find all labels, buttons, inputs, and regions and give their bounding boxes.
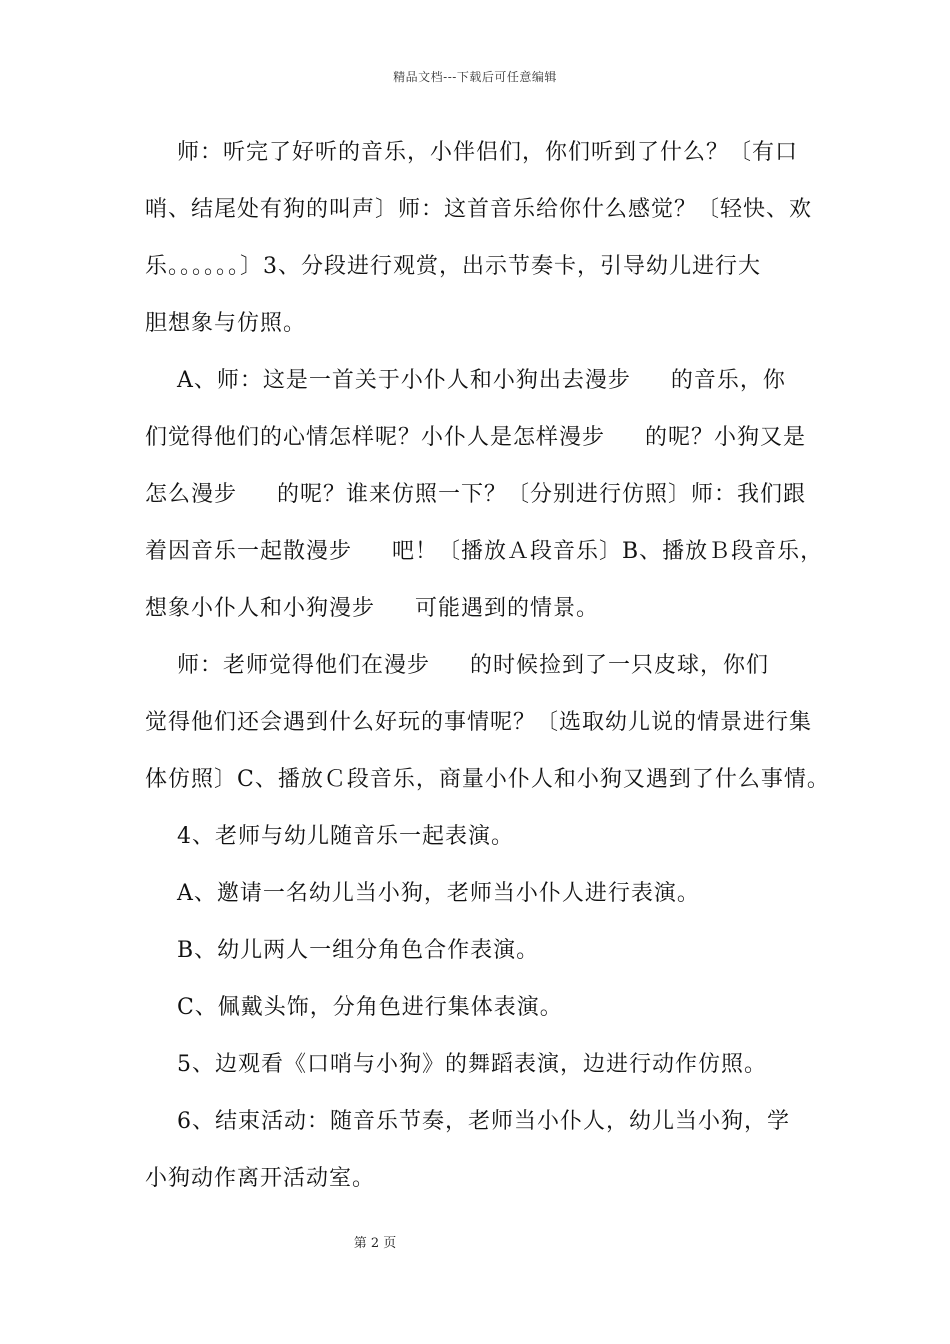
page-number: 第 2 页 xyxy=(353,1236,397,1251)
text-line: 们觉得他们的心情怎样呢？小仆人是怎样漫步 的呢？小狗又是 xyxy=(145,425,806,450)
text-line: 6、结束活动：随音乐节奏，老师当小仆人，幼儿当小狗，学 xyxy=(145,1109,790,1134)
text-line: 觉得他们还会遇到什么好玩的事情呢？〔选取幼儿说的情景进行集 xyxy=(145,710,813,735)
text-line: B、幼儿两人一组分角色合作表演。 xyxy=(145,938,540,963)
text-line: 想象小仆人和小狗漫步 可能遇到的情景。 xyxy=(145,596,599,621)
text-line: A、师：这是一首关于小仆人和小狗出去漫步 的音乐，你 xyxy=(145,368,786,393)
text-line: 4、老师与幼儿随音乐一起表演。 xyxy=(145,824,514,849)
text-line: 乐。。。。。。〕3、分段进行观赏，出示节奏卡，引导幼儿进行大 xyxy=(145,254,761,279)
text-line: 小狗动作离开活动室。 xyxy=(145,1166,376,1191)
text-line: 着因音乐一起散漫步 吧！〔播放Ａ段音乐〕B、播放Ｂ段音乐， xyxy=(145,539,824,564)
text-line: 师：老师觉得他们在漫步 的时候捡到了一只皮球，你们 xyxy=(145,653,769,678)
text-line: C、佩戴头饰，分角色进行集体表演。 xyxy=(145,995,563,1020)
text-line: 体仿照〕C、播放Ｃ段音乐，商量小仆人和小狗又遇到了什么事情。 xyxy=(145,767,830,792)
text-line: 怎么漫步 的呢？谁来仿照一下？〔分别进行仿照〕师：我们跟 xyxy=(145,482,806,507)
text-line: 哨、结尾处有狗的叫声〕师：这首音乐给你什么感觉？〔轻快、欢 xyxy=(145,197,813,222)
text-line: 5、边观看《口哨与小狗》的舞蹈表演，边进行动作仿照。 xyxy=(145,1052,767,1077)
page-header: 精品文档---下载后可任意编辑 xyxy=(393,70,557,84)
text-line: 胆想象与仿照。 xyxy=(145,311,307,336)
text-line: 师：听完了好听的音乐，小伴侣们，你们听到了什么？〔有口 xyxy=(145,140,798,165)
text-line: A、邀请一名幼儿当小狗，老师当小仆人进行表演。 xyxy=(145,881,700,906)
